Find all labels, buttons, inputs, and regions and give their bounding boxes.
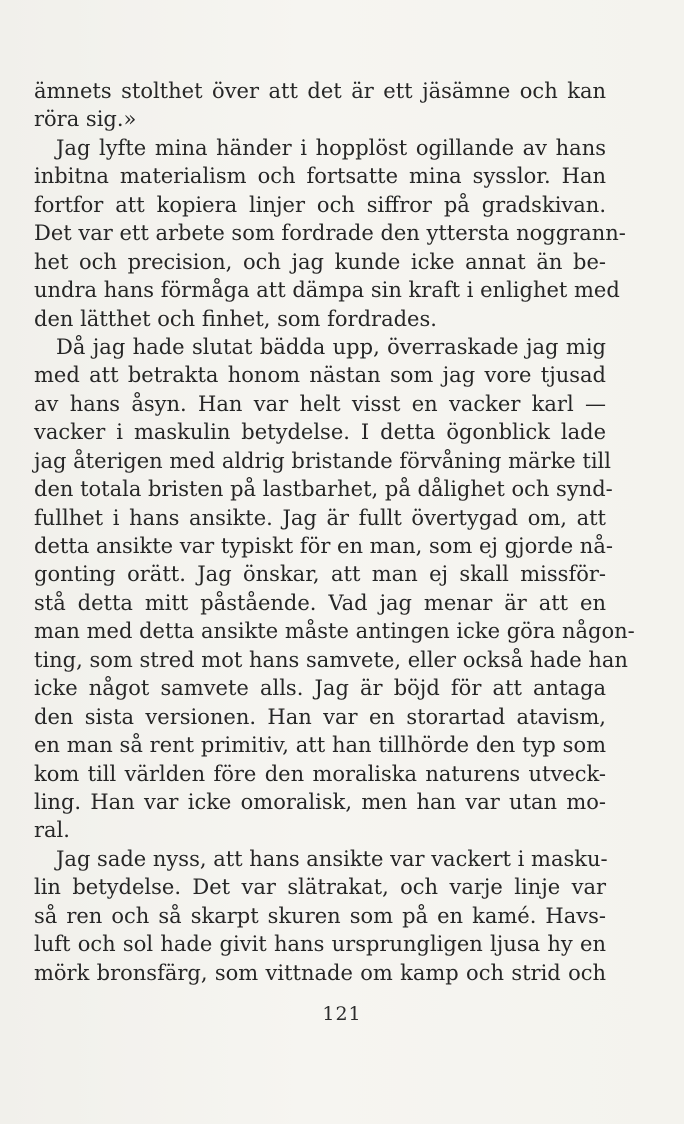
text-line: icke något samvete alls. Jag är böjd för att antaga bbox=[34, 676, 606, 701]
text-line: ämnets stolthet över att det är ett jäsämne och kan bbox=[34, 79, 606, 103]
text-line: luft och sol hade givit hans ursprungligen ljusa hy en bbox=[34, 932, 606, 957]
text-line: kom till världen före den moraliska naturens utveck- bbox=[34, 761, 606, 786]
text-line: så ren och så skarpt skuren som på en kamé. Havs- bbox=[34, 903, 606, 928]
text-line: lin betydelse. Det var slätrakat, och varje linje var bbox=[34, 875, 606, 900]
text-line: detta ansikte var typiskt för en man, som ej gjorde nå- bbox=[34, 534, 613, 558]
text-line: mörk bronsfärg, som vittnade om kamp och strid och bbox=[34, 960, 606, 985]
text-line: ling. Han var icke omoralisk, men han var utan mo- bbox=[34, 789, 606, 814]
text-line: stå detta mitt påstående. Vad jag menar är att en bbox=[34, 590, 606, 615]
text-line: Då jag hade slutat bädda upp, överraskade jag mig bbox=[56, 334, 606, 359]
text-line: en man så rent primitiv, att han tillhörde den typ som bbox=[34, 733, 606, 758]
text-line: fullhet i hans ansikte. Jag är fullt övertygad om, att bbox=[34, 505, 606, 530]
text-line: Jag lyfte mina händer i hopplöst ogillande av hans bbox=[56, 135, 606, 160]
text-line: ting, som stred mot hans samvete, eller också hade han bbox=[34, 647, 628, 672]
text-line: gonting orätt. Jag önskar, att man ej skall missför- bbox=[34, 562, 606, 587]
text-line: inbitna materialism och fortsatte mina sysslor. Han bbox=[34, 164, 606, 189]
text-line: jag återigen med aldrig bristande förvåning märke till bbox=[34, 448, 611, 473]
text-line: av hans åsyn. Han var helt visst en vacker karl — bbox=[34, 391, 606, 416]
text-line: den totala bristen på lastbarhet, på dålighet och synd- bbox=[34, 477, 613, 502]
text-line: man med detta ansikte måste antingen icke göra någon- bbox=[34, 619, 635, 644]
page-number: 121 bbox=[322, 1003, 362, 1025]
text-line: Jag sade nyss, att hans ansikte var vackert i masku- bbox=[56, 846, 608, 871]
text-line: den lätthet och finhet, som fordrades. bbox=[34, 306, 437, 331]
text-line: het och precision, och jag kunde icke annat än be- bbox=[34, 249, 606, 274]
text-line: ral. bbox=[34, 818, 70, 843]
text-line: röra sig.» bbox=[34, 107, 137, 132]
text-line: Det var ett arbete som fordrade den yttersta noggrann- bbox=[34, 221, 626, 246]
text-line: med att betrakta honom nästan som jag vore tjusad bbox=[34, 363, 606, 388]
text-line: undra hans förmåga att dämpa sin kraft i enlighet med bbox=[34, 278, 620, 303]
text-line: fortfor att kopiera linjer och siffror på gradskivan. bbox=[34, 192, 606, 217]
body-text bbox=[34, 77, 635, 987]
text-line: vacker i maskulin betydelse. I detta ögonblick lade bbox=[34, 420, 606, 445]
text-line: den sista versionen. Han var en storartad atavism, bbox=[34, 704, 606, 729]
